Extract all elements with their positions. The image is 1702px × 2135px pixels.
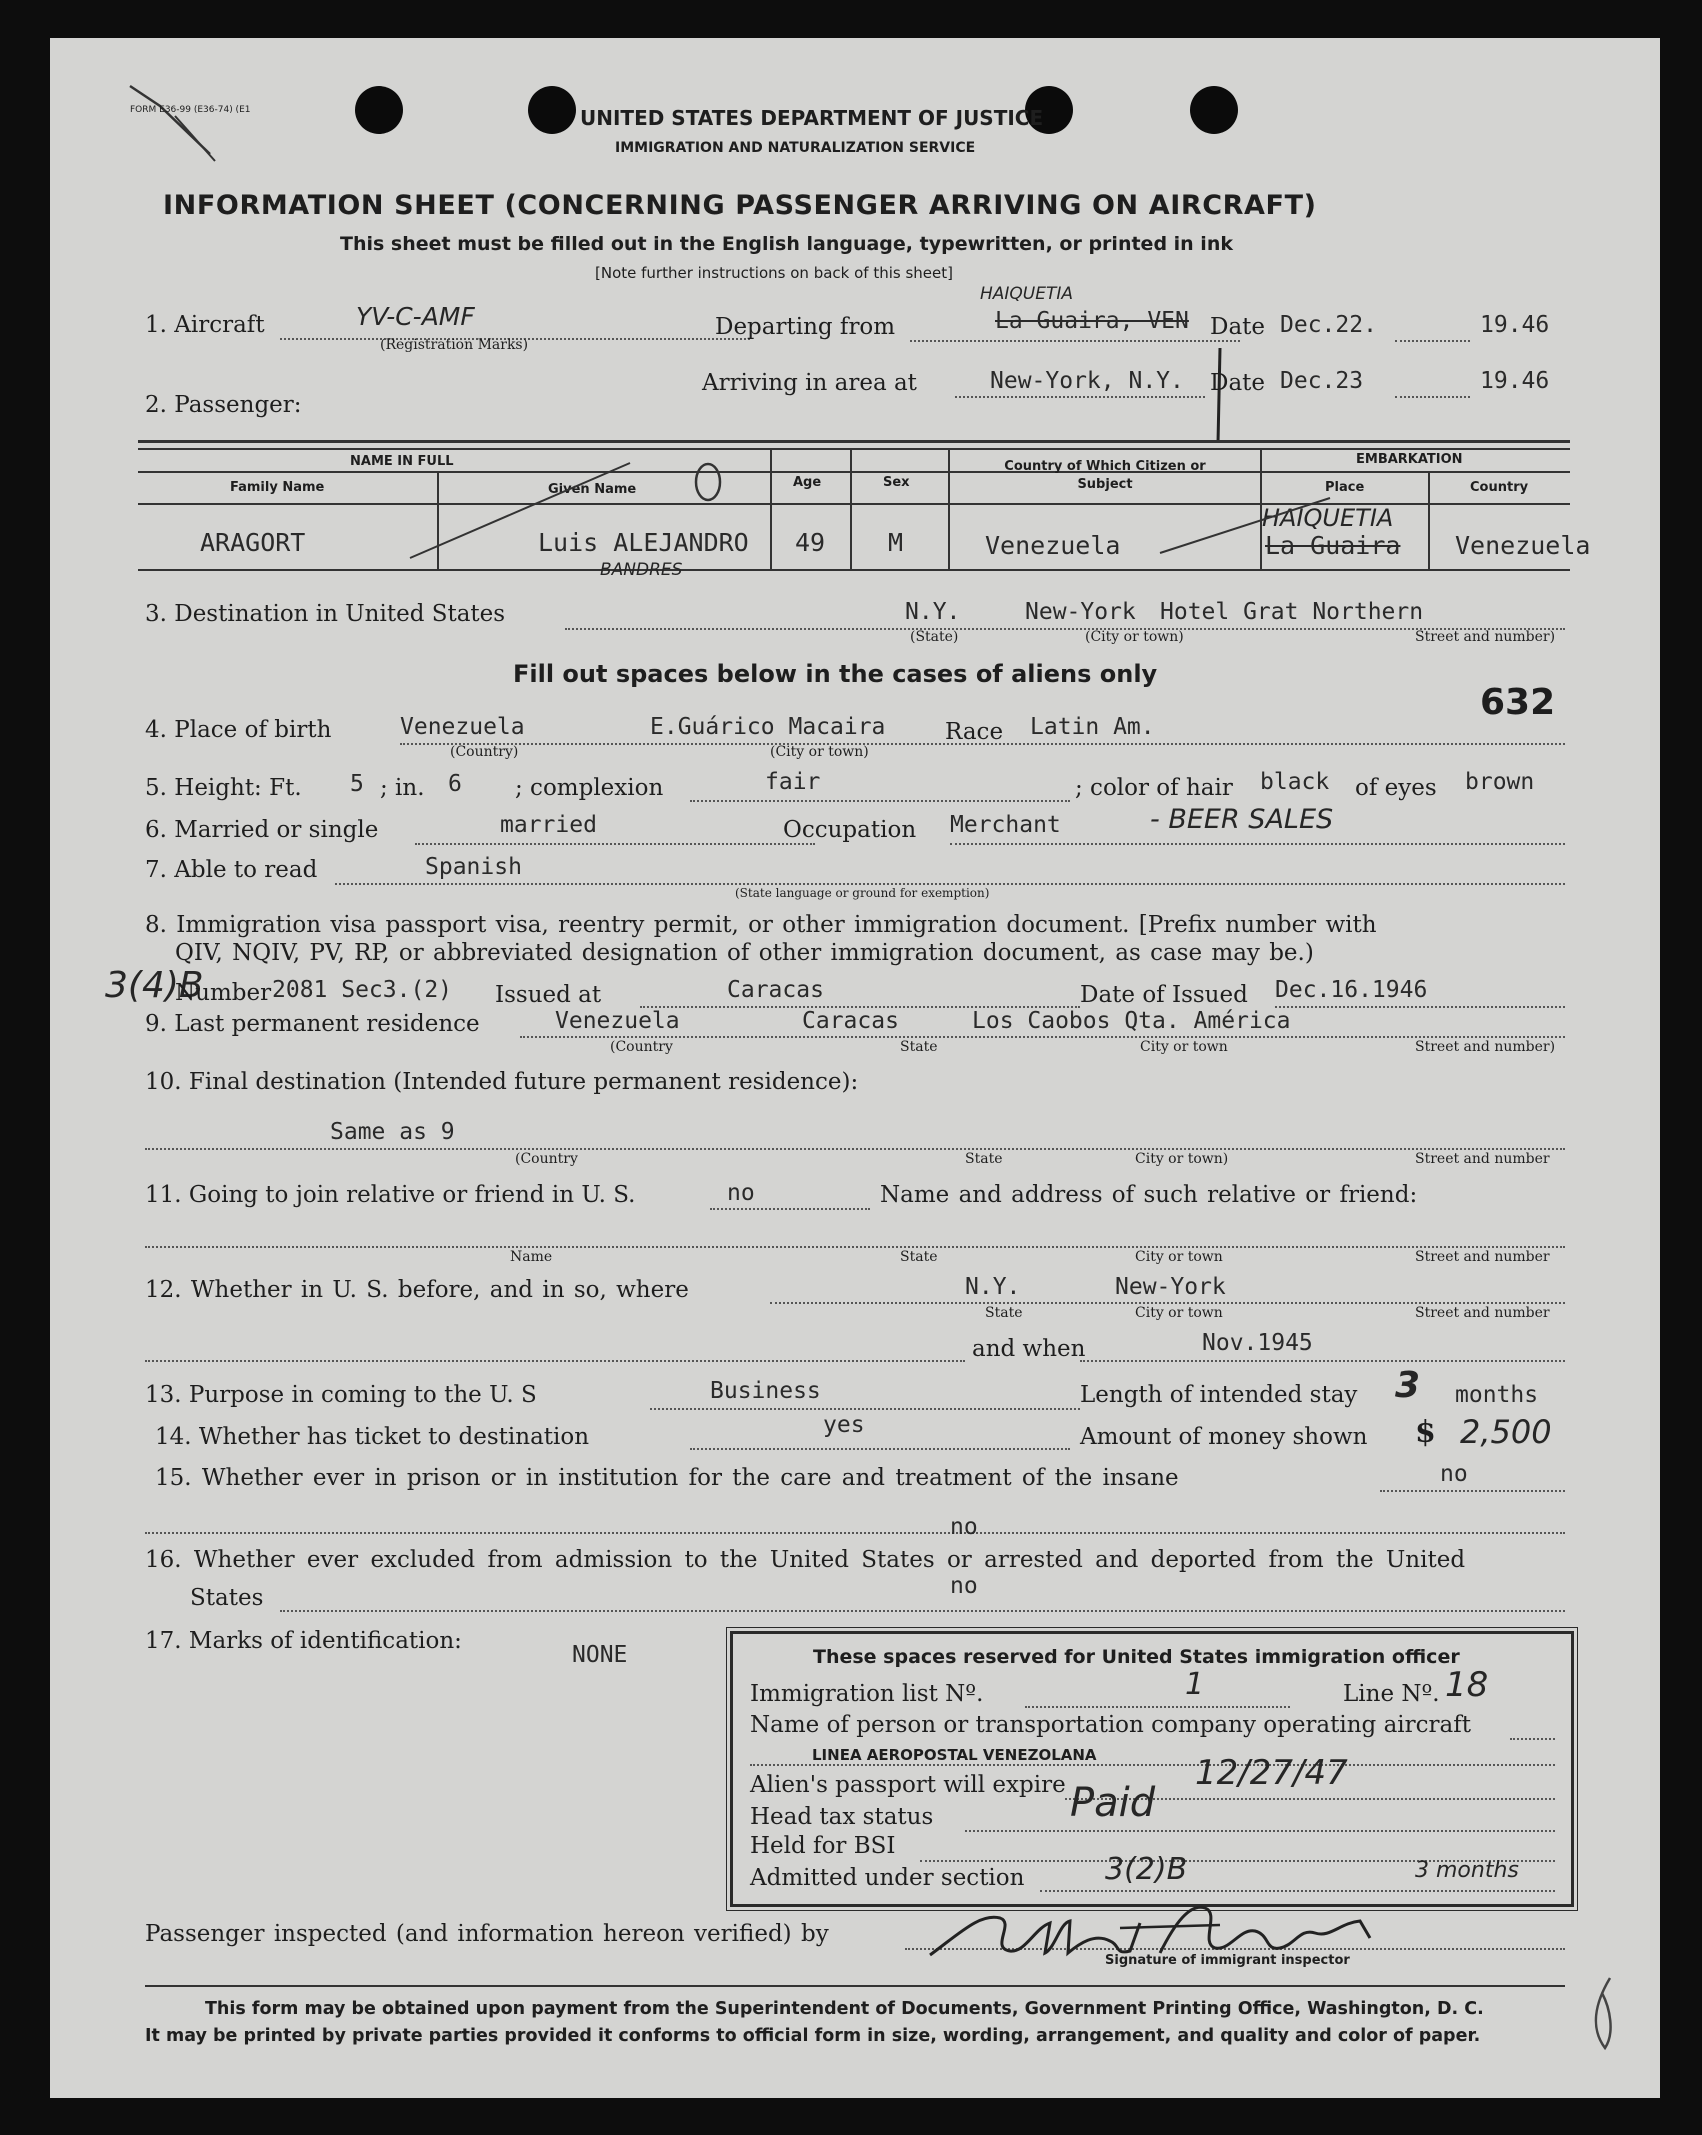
- ticket-value: yes: [823, 1412, 865, 1438]
- marks-label: 17. Marks of identification:: [145, 1628, 462, 1654]
- arrive-date: Dec.23: [1280, 368, 1364, 394]
- read-value: Spanish: [425, 854, 522, 880]
- read-label: 7. Able to read: [145, 857, 318, 883]
- caption: State: [900, 1039, 938, 1055]
- issue-date-label: Date of Issued: [1080, 982, 1248, 1008]
- officer-box-title: These spaces reserved for United States immigration officer: [813, 1646, 1460, 1668]
- departing-value: La Guaira, VEN: [995, 308, 1189, 334]
- marks-value: NONE: [572, 1642, 628, 1668]
- embarkation-header: EMBARKATION: [1356, 452, 1463, 467]
- caption: (City or town): [770, 744, 869, 760]
- relative-label: Name and address of such relative or friend:: [880, 1182, 1418, 1208]
- punch-hole: [355, 86, 403, 134]
- before-label: 12. Whether in U. S. before, and in so, where: [145, 1277, 689, 1303]
- passport-value: 12/27/47: [1195, 1753, 1348, 1793]
- caption: Street and number: [1415, 1249, 1550, 1265]
- caption: (Country: [515, 1151, 578, 1167]
- complexion-label: ; complexion: [515, 775, 664, 801]
- stamp-number: 632: [1480, 682, 1556, 723]
- eyes-label: of eyes: [1355, 775, 1437, 801]
- section-extra: 3 months: [1415, 1858, 1519, 1883]
- line-value: 18: [1445, 1665, 1489, 1705]
- zero-mark-icon: [678, 458, 738, 508]
- eyes-value: brown: [1465, 769, 1535, 795]
- caption: State: [985, 1305, 1023, 1321]
- given-name-extra: BANDRES: [600, 560, 683, 580]
- caption: Street and number: [1415, 1151, 1550, 1167]
- destination-state: N.Y.: [905, 599, 961, 625]
- arriving-value: New-York, N.Y.: [990, 368, 1184, 394]
- caption: City or town: [1135, 1249, 1223, 1265]
- caption: City or town: [1140, 1039, 1228, 1055]
- aircraft-value: YV-C-AMF: [356, 302, 475, 331]
- punch-hole: [528, 86, 576, 134]
- punch-hole: [1190, 86, 1238, 134]
- caption: (State language or ground for exemption): [735, 886, 990, 900]
- inspected-label: Passenger inspected (and information hereon verified) by: [145, 1921, 829, 1947]
- married-label: 6. Married or single: [145, 817, 379, 843]
- sex-value: M: [888, 528, 904, 557]
- reg-caption: (Registration Marks): [380, 337, 529, 353]
- given-name-header: Given Name: [548, 482, 637, 497]
- stay-label: Length of intended stay: [1080, 1382, 1358, 1408]
- caption: (City or town): [1085, 629, 1184, 645]
- pencil-mark-icon: [120, 76, 230, 166]
- money-value: 2,500: [1460, 1413, 1552, 1451]
- issued-label: Issued at: [495, 982, 602, 1008]
- citizen-header: Country of Which Citizen or Subject: [1004, 459, 1206, 493]
- destination-city: New-York: [1025, 599, 1136, 625]
- place-correction: HAIQUETIA: [1262, 504, 1394, 532]
- line-label: Line Nº.: [1343, 1681, 1440, 1707]
- name-in-full-header: NAME IN FULL: [350, 454, 454, 469]
- height-in: 6: [448, 771, 462, 797]
- height-ft: 5: [350, 771, 364, 797]
- prison-value: no: [1440, 1461, 1468, 1487]
- tax-value: Paid: [1070, 1780, 1156, 1826]
- instruction-text: This sheet must be filled out in the English language, typewritten, or printed in ink: [340, 233, 1233, 255]
- caption: Street and number): [1415, 629, 1556, 645]
- residence-state: Caracas: [802, 1008, 899, 1034]
- money-prefix: $: [1415, 1415, 1436, 1450]
- caption: (Country): [450, 744, 519, 760]
- age-header: Age: [793, 475, 822, 490]
- footer-line2: It may be printed by private parties provided it conforms to official form in size, wording, arrangement, and quality and color of paper.: [145, 2026, 1481, 2046]
- bsi-label: Held for BSI: [750, 1833, 896, 1859]
- given-name-value: Luis ALEJANDRO: [538, 528, 749, 557]
- visa-number: 2081 Sec3.(2): [272, 977, 453, 1003]
- race-value: Latin Am.: [1030, 714, 1155, 740]
- passenger-label: 2. Passenger:: [145, 392, 302, 418]
- caption: Street and number): [1415, 1039, 1556, 1055]
- caption: City or town): [1135, 1151, 1229, 1167]
- margin-note: 3(4)B: [105, 965, 204, 1006]
- complexion-value: fair: [765, 769, 821, 795]
- tax-label: Head tax status: [750, 1804, 934, 1830]
- place-value: La Guaira: [1265, 531, 1401, 560]
- excluded-line1: 16. Whether ever excluded from admission to the United States or arrested and deported from the United: [145, 1547, 1466, 1573]
- corner-mark-icon: [1580, 1973, 1630, 2063]
- caption: City or town: [1135, 1305, 1223, 1321]
- caption: Street and number: [1415, 1305, 1550, 1321]
- company-value: LINEA AEROPOSTAL VENEZOLANA: [812, 1746, 1097, 1764]
- date-label: Date: [1210, 314, 1266, 340]
- race-label: Race: [945, 719, 1004, 745]
- information-sheet-form: [50, 38, 1660, 2098]
- inches-label: ; in.: [380, 775, 425, 801]
- aliens-heading: Fill out spaces below in the cases of aliens only: [513, 660, 1158, 688]
- passport-label: Alien's passport will expire: [750, 1772, 1066, 1798]
- issued-value: Caracas: [727, 977, 824, 1003]
- purpose-label: 13. Purpose in coming to the U. S: [145, 1382, 537, 1408]
- departing-label: Departing from: [715, 314, 896, 340]
- birth-label: 4. Place of birth: [145, 717, 332, 743]
- aircraft-label: 1. Aircraft: [145, 312, 265, 338]
- when-value: Nov.1945: [1202, 1330, 1313, 1356]
- caption: (State): [910, 629, 959, 645]
- list-label: Immigration list Nº.: [750, 1681, 984, 1707]
- depart-year: 19.46: [1480, 312, 1550, 338]
- list-value: 1: [1185, 1667, 1205, 1702]
- note-text: [Note further instructions on back of this sheet]: [595, 264, 953, 282]
- excluded-line2: States: [190, 1585, 264, 1611]
- married-value: married: [500, 812, 597, 838]
- final-destination-value: Same as 9: [330, 1119, 455, 1145]
- before-city: New-York: [1115, 1274, 1226, 1300]
- signature-caption: Signature of immigrant inspector: [1105, 1953, 1350, 1968]
- family-name-value: ARAGORT: [200, 528, 306, 557]
- service-title: IMMIGRATION AND NATURALIZATION SERVICE: [615, 140, 976, 156]
- handwritten-stroke-icon: [1200, 343, 1240, 453]
- dept-title: UNITED STATES DEPARTMENT OF JUSTICE: [580, 106, 1044, 130]
- residence-label: 9. Last permanent residence: [145, 1011, 480, 1037]
- age-value: 49: [795, 528, 826, 557]
- strike-stroke-icon: [1150, 478, 1350, 558]
- when-label: and when: [972, 1336, 1086, 1362]
- sex-header: Sex: [883, 475, 910, 490]
- before-state: N.Y.: [965, 1274, 1021, 1300]
- visa-line1: 8. Immigration visa passport visa, reentry permit, or other immigration document. [Prefix number with: [145, 912, 1377, 938]
- prison-value-2: no: [950, 1514, 978, 1540]
- height-label: 5. Height: Ft.: [145, 775, 302, 801]
- hair-value: black: [1260, 769, 1330, 795]
- section-value: 3(2)B: [1105, 1852, 1188, 1887]
- family-name-header: Family Name: [230, 480, 325, 495]
- section-label: Admitted under section: [750, 1865, 1025, 1891]
- birth-city: E.Guárico Macaira: [650, 714, 886, 740]
- form-id: FORM E36-99 (E36-74) (E1: [130, 105, 251, 115]
- occupation-value: Merchant: [950, 812, 1061, 838]
- money-label: Amount of money shown: [1080, 1424, 1368, 1450]
- occupation-label: Occupation: [783, 817, 917, 843]
- destination-street: Hotel Grat Northern: [1160, 599, 1424, 625]
- excluded-value: no: [950, 1573, 978, 1599]
- birth-country: Venezuela: [400, 714, 525, 740]
- residence-city: Los Caobos Qta. América: [972, 1008, 1291, 1034]
- caption: (Country: [610, 1039, 673, 1055]
- final-destination-label: 10. Final destination (Intended future permanent residence):: [145, 1069, 859, 1095]
- departing-correction: HAIQUETIA: [980, 284, 1074, 304]
- purpose-value: Business: [710, 1378, 821, 1404]
- country-header: Country: [1470, 480, 1529, 495]
- place-header: Place: [1325, 480, 1365, 495]
- join-label: 11. Going to join relative or friend in U. S.: [145, 1182, 636, 1208]
- stay-value: months: [1455, 1382, 1539, 1408]
- caption: State: [965, 1151, 1003, 1167]
- residence-country: Venezuela: [555, 1008, 680, 1034]
- hair-label: ; color of hair: [1075, 775, 1233, 801]
- ticket-label: 14. Whether has ticket to destination: [155, 1424, 590, 1450]
- country-value: Venezuela: [1455, 531, 1591, 560]
- citizen-value: Venezuela: [985, 531, 1121, 560]
- visa-line2: QIV, NQIV, PV, RP, or abbreviated designation of other immigration document, as case may be.): [175, 940, 1314, 966]
- occupation-handwritten: - BEER SALES: [1150, 804, 1334, 835]
- caption: State: [900, 1249, 938, 1265]
- stay-handwritten: 3: [1395, 1365, 1421, 1406]
- prison-label: 15. Whether ever in prison or in institution for the care and treatment of the insane: [155, 1465, 1179, 1491]
- arriving-label: Arriving in area at: [702, 370, 917, 396]
- footer-line1: This form may be obtained upon payment from the Superintendent of Documents, Government Printing Office, Washington, D. C.: [205, 1999, 1484, 2019]
- page-title: INFORMATION SHEET (CONCERNING PASSENGER ARRIVING ON AIRCRAFT): [163, 190, 1317, 221]
- company-label: Name of person or transportation company operating aircraft: [750, 1712, 1471, 1738]
- number-label: Number: [175, 980, 272, 1006]
- caption: Name: [510, 1249, 553, 1265]
- date2-label: Date: [1210, 370, 1266, 396]
- strike-stroke-icon: [390, 448, 650, 568]
- issue-date-value: Dec.16.1946: [1275, 977, 1428, 1003]
- join-value: no: [727, 1180, 755, 1206]
- depart-date: Dec.22.: [1280, 312, 1377, 338]
- destination-label: 3. Destination in United States: [145, 601, 506, 627]
- arrive-year: 19.46: [1480, 368, 1550, 394]
